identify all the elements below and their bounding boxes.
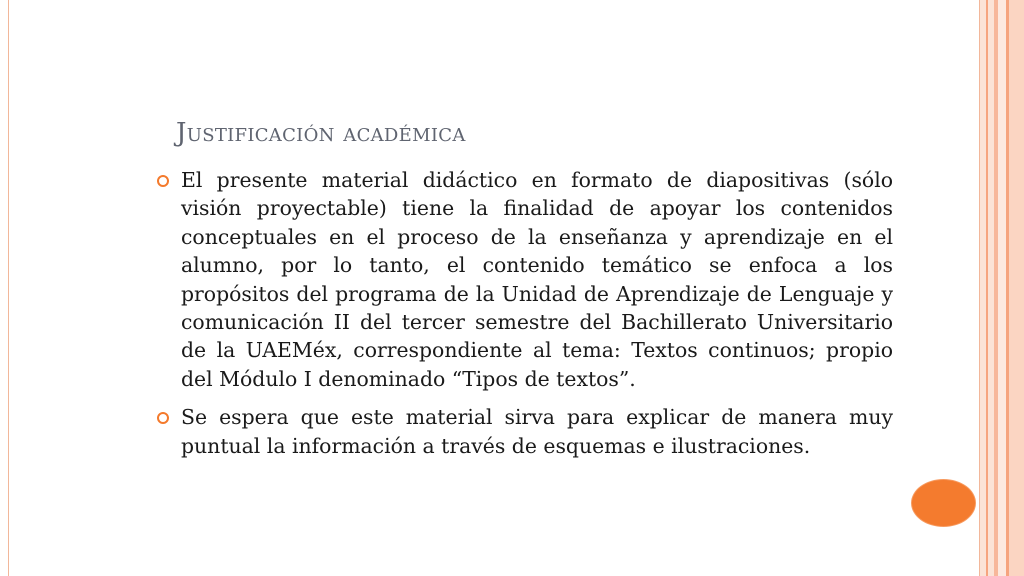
decorative-stripes xyxy=(980,0,1024,576)
slide-title: Justificación académica xyxy=(176,118,466,148)
bullet-item xyxy=(155,403,893,460)
bullet-list xyxy=(155,166,893,470)
orange-circle-icon xyxy=(912,480,975,526)
bullet-item xyxy=(155,166,893,393)
bullet-circle-icon xyxy=(157,412,169,424)
stripe xyxy=(998,0,1006,576)
stripe xyxy=(1009,0,1024,576)
bullet-text: Se espera que este material sirva para explicar de manera muy puntual la información a través de esquemas e ilustraciones. xyxy=(181,405,893,458)
bullet-circle-icon xyxy=(157,175,169,187)
bullet-text: El presente material didáctico en formato de diapositivas (sólo visión proyectable) tiene la finalidad de apoyar los contenidos conceptuales en el proceso de la enseñanza y aprendizaje en el alumno, por lo tanto, el contenido temático se enfoca a los propósitos del programa de la Unidad de Aprendizaje de Lenguaje y comunicación II del tercer semestre del Bachillerato Universitario de la UAEMéx, correspondiente al tema: Textos continuos; propio del Módulo I denominado “Tipos de textos”. xyxy=(181,168,893,391)
